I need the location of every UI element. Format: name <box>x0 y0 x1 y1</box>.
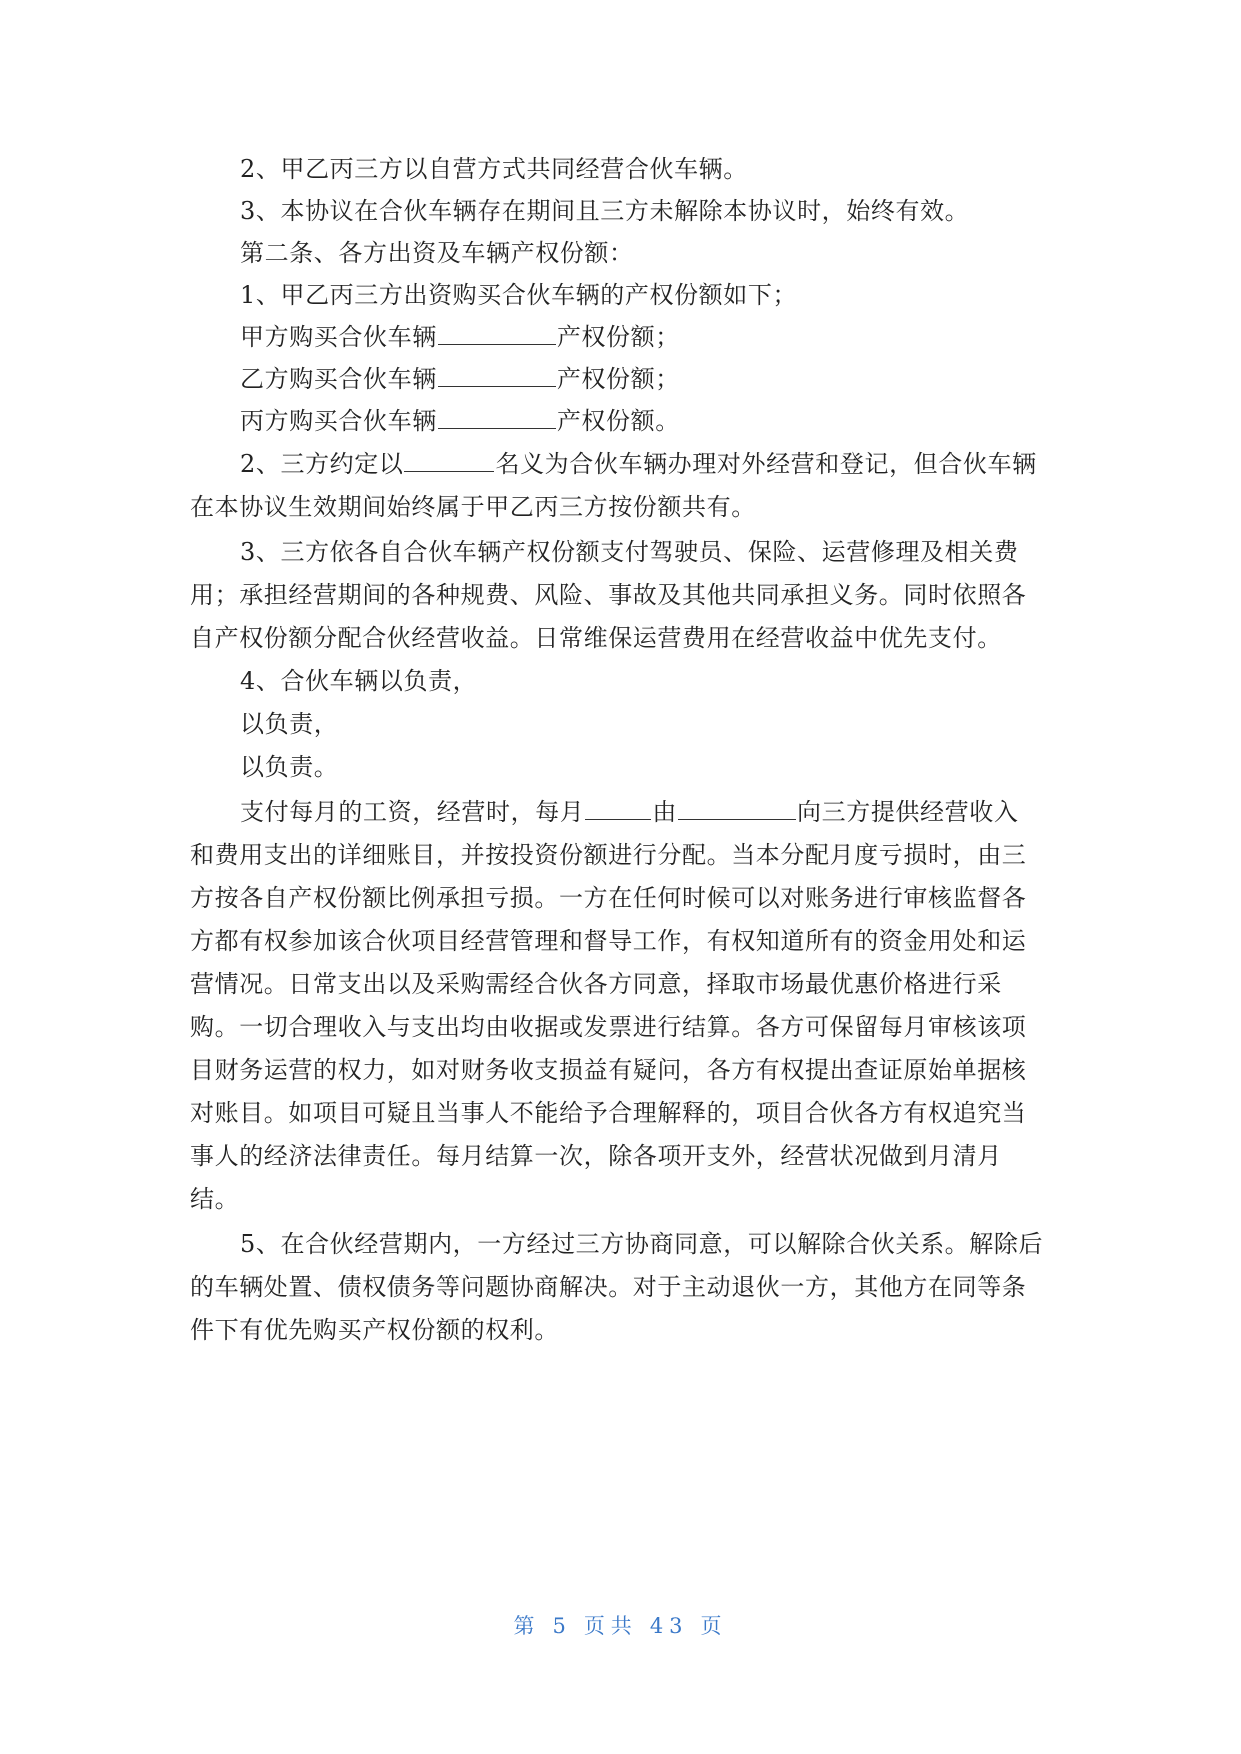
fill-blank <box>585 797 651 820</box>
payment-line: 方都有权参加该合伙项目经营管理和督导工作，有权知道所有的资金用处和运 <box>190 927 1027 955</box>
share-suffix: 产权份额。 <box>556 407 680 435</box>
share-suffix: 产权份额； <box>556 365 680 393</box>
page-footer <box>0 1610 1241 1640</box>
clause-2-line <box>240 447 1037 481</box>
payment-line: 购。一切合理收入与支出均由收据或发票进行结算。各方可保留每月审核该项 <box>190 1013 1027 1041</box>
page-label: 页 <box>700 1614 728 1638</box>
clause-3-line: 自产权份额分配合伙经营收益。日常维保运营费用在经营收益中优先支付。 <box>190 624 1002 652</box>
payment-text: 向三方提供经营收入 <box>797 798 1019 826</box>
fill-blank <box>438 322 556 345</box>
payment-line: 结。 <box>190 1185 240 1213</box>
clause-5-line: 的车辆处置、债权债务等问题协商解决。对于主动退伙一方，其他方在同等条 <box>190 1273 1027 1301</box>
payment-line: 事人的经济法律责任。每月结算一次，除各项开支外，经营状况做到月清月 <box>190 1142 1002 1170</box>
fill-blank <box>404 449 494 472</box>
payment-text: 支付每月的工资，经营时，每月 <box>240 798 585 826</box>
fill-blank <box>678 797 796 820</box>
paragraph-line: 1、甲乙丙三方出资购买合伙车辆的产权份额如下； <box>240 281 798 309</box>
clause-text: 名义为合伙车辆办理对外经营和登记，但合伙车辆 <box>495 450 1037 478</box>
payment-line: 目财务运营的权力，如对财务收支损益有疑问，各方有权提出查证原始单据核 <box>190 1056 1027 1084</box>
fill-blank <box>438 364 556 387</box>
payment-text: 由 <box>652 798 678 826</box>
clause-3-line: 3、三方依各自合伙车辆产权份额支付驾驶员、保险、运营修理及相关费 <box>240 538 1019 566</box>
payment-line <box>240 795 1018 829</box>
fill-blank <box>438 406 556 429</box>
clause-5-line: 件下有优先购买产权份额的权利。 <box>190 1316 559 1344</box>
page-total: 43 <box>649 1614 689 1638</box>
payment-line: 方按各自产权份额比例承担亏损。一方在任何时候可以对账务进行审核监督各 <box>190 884 1027 912</box>
paragraph-line: 2、甲乙丙三方以自营方式共同经营合伙车辆。 <box>240 155 748 183</box>
clause-4-line: 以负责。 <box>240 753 339 781</box>
clause-text: 2、三方约定以 <box>240 450 404 478</box>
page-label: 页共 <box>583 1614 638 1638</box>
clause-4-line: 4、合伙车辆以负责， <box>240 667 478 695</box>
payment-line: 和费用支出的详细账目，并按投资份额进行分配。当本分配月度亏损时，由三 <box>190 841 1027 869</box>
clause-3-line: 用；承担经营期间的各种规费、风险、事故及其他共同承担义务。同时依照各 <box>190 581 1027 609</box>
share-label: 丙方购买合伙车辆 <box>240 407 437 435</box>
share-line-yi <box>240 362 680 396</box>
clause-5-line: 5、在合伙经营期内，一方经过三方协商同意，可以解除合伙关系。解除后 <box>240 1230 1044 1258</box>
share-line-bing <box>240 404 680 438</box>
payment-line: 营情况。日常支出以及采购需经合伙各方同意，择取市场最优惠价格进行采 <box>190 970 1002 998</box>
page-label: 第 <box>513 1614 541 1638</box>
share-label: 乙方购买合伙车辆 <box>240 365 437 393</box>
clause-4-line: 以负责， <box>240 710 339 738</box>
section-heading: 第二条、各方出资及车辆产权份额： <box>240 239 634 267</box>
share-suffix: 产权份额； <box>556 323 680 351</box>
payment-line: 对账目。如项目可疑且当事人不能给予合理解释的，项目合伙各方有权追究当 <box>190 1099 1027 1127</box>
page-number: 5 <box>552 1614 572 1638</box>
paragraph-line: 3、本协议在合伙车辆存在期间且三方未解除本协议时，始终有效。 <box>240 197 970 225</box>
share-line-jia <box>240 320 680 354</box>
share-label: 甲方购买合伙车辆 <box>240 323 437 351</box>
clause-2-line: 在本协议生效期间始终属于甲乙丙三方按份额共有。 <box>190 493 756 521</box>
